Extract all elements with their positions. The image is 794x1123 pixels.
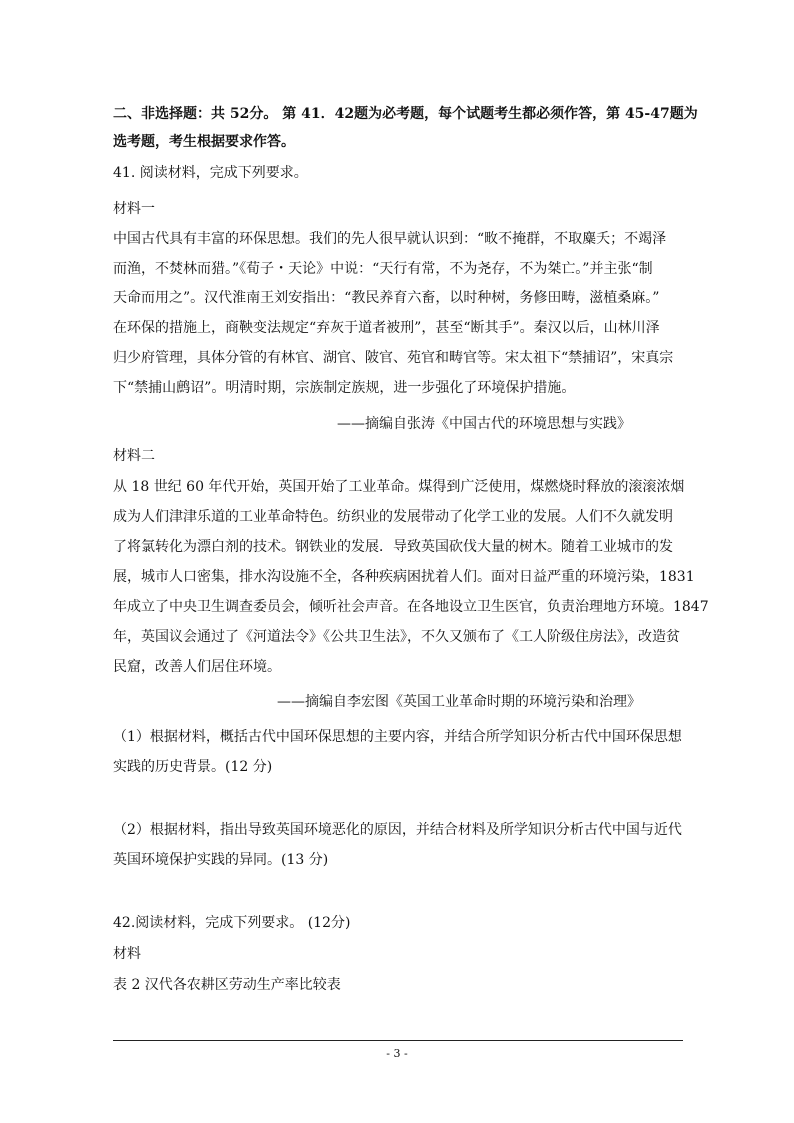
question-42-prompt: 42.阅读材料，完成下列要求。 (12分) <box>113 915 351 931</box>
material-2-line: 成为人们津津乐道的工业革命特色。纺织业的发展带动了化学工业的发展。人们不久就发明 <box>113 509 673 525</box>
section-heading-line-1: 二、非选择题：共 52分。 第 41．42题为必考题，每个试题考生都必须作答，第 45-47题为 <box>113 106 698 122</box>
section-heading-line-2: 选考题，考生根据要求作答。 <box>113 134 295 150</box>
material-1-line: 天命而用之”。汉代淮南王刘安指出：“教民养育六畜，以时种树，务修田畴，滋植桑麻。” <box>113 290 660 306</box>
sub-question-1-line-1: （1）根据材料，概括古代中国环保思想的主要内容，并结合所学知识分析古代中国环保思想 <box>113 729 682 745</box>
question-42-material-label: 材料 <box>113 946 141 962</box>
material-1-line: 在环保的措施上，商鞅变法规定“弃灰于道者被刑”，甚至“断其手”。秦汉以后，山林川泽 <box>113 320 660 336</box>
material-1-line: 而渔，不焚林而猎。”《荀子・天论》中说：“天行有常，不为尧存，不为桀亡。”并主张“制 <box>113 261 653 277</box>
question-41-prompt: 41. 阅读材料，完成下列要求。 <box>113 165 308 181</box>
footer-divider <box>113 1040 683 1041</box>
material-2-line: 民窟，改善人们居住环境。 <box>113 659 281 675</box>
material-2-line: 了将氯转化为漂白剂的技术。钢铁业的发展．导致英国砍伐大量的树木。随着工业城市的发 <box>113 539 673 555</box>
material-1-line: 归少府管理，具体分管的有林官、湖官、陂官、苑官和畴官等。宋太祖下“禁捕诏”，宋真宗 <box>113 350 674 366</box>
sub-question-2-line-2: 英国环境保护实践的异同。(13 分) <box>113 852 329 868</box>
material-1-label: 材料一 <box>113 201 155 217</box>
material-2-source: ——摘编自李宏图《英国工业革命时期的环境污染和治理》 <box>277 694 641 710</box>
material-1-line: 下“禁捕山鹧诏”。明清时期，宗族制定族规，进一步强化了环境保护措施。 <box>113 380 576 396</box>
sub-question-1-line-2: 实践的历史背景。(12 分) <box>113 759 273 775</box>
page-number: - 3 - <box>386 1047 408 1060</box>
material-2-label: 材料二 <box>113 448 155 464</box>
material-2-line: 年成立了中央卫生调查委员会，倾听社会声音。在各地设立卫生医官，负责治理地方环境。1847 <box>113 599 709 615</box>
material-1-source: ——摘编自张涛《中国古代的环境思想与实践》 <box>337 416 631 432</box>
material-1-line: 中国古代具有丰富的环保思想。我们的先人很早就认识到：“畋不掩群，不取麋夭；不竭泽 <box>113 231 667 247</box>
table-caption: 表 2 汉代各农耕区劳动生产率比较表 <box>113 977 341 993</box>
material-2-line: 年，英国议会通过了《河道法令》《公共卫生法》，不久又颁布了《工人阶级住房法》，改造贫 <box>113 629 680 645</box>
material-2-line: 展，城市人口密集，排水沟设施不全，各种疾病困扰着人们。面对日益严重的环境污染，1831 <box>113 569 695 585</box>
sub-question-2-line-1: （2）根据材料，指出导致英国环境恶化的原因，并结合材料及所学知识分析古代中国与近代 <box>113 822 682 838</box>
material-2-line: 从 18 世纪 60 年代开始，英国开始了工业革命。煤得到广泛使用，煤燃烧时释放的滚滚浓烟 <box>113 479 685 495</box>
